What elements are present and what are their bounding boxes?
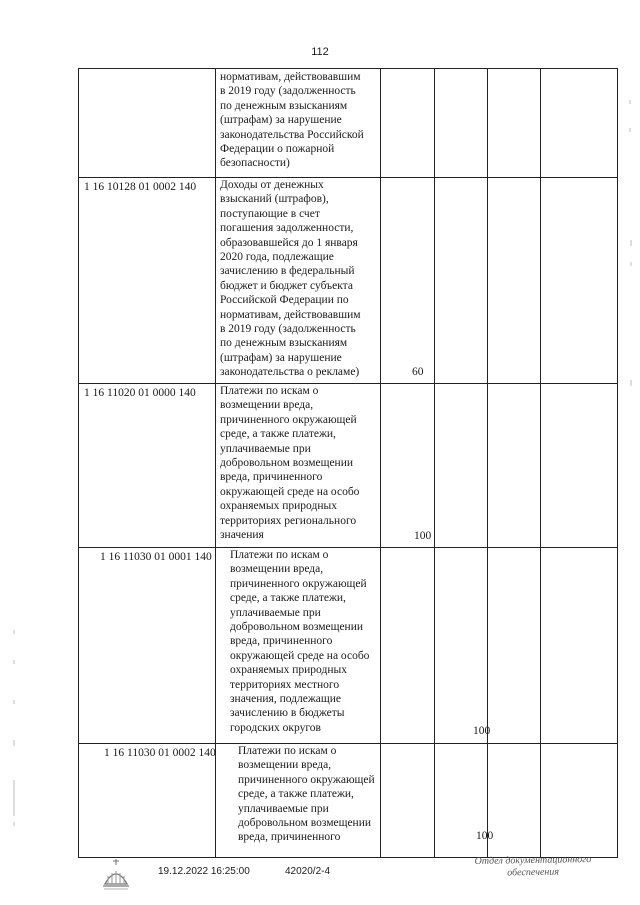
- page-number: 112: [311, 46, 329, 58]
- col-divider-code: [215, 68, 216, 858]
- department-stamp: [448, 854, 618, 881]
- table-cell-amount: 100: [473, 725, 491, 737]
- table-cell-amount: 100: [414, 530, 432, 542]
- table-border-left: [78, 68, 79, 858]
- table-cell-code: 1 16 11030 01 0002 140: [104, 747, 216, 759]
- table-cell-amount: 60: [412, 366, 424, 378]
- table-cell-code: 1 16 11030 01 0001 140: [100, 551, 212, 563]
- stamp-line: обеспечения: [507, 866, 560, 879]
- table-cell-code: 1 16 10128 01 0002 140: [84, 181, 197, 193]
- stamp-line: Отдел документационного: [474, 853, 592, 868]
- col-divider-desc: [380, 68, 381, 858]
- table-border-right: [617, 68, 618, 858]
- emblem-logo-icon: [98, 856, 134, 892]
- footer-document-number: 42020/2-4: [285, 866, 331, 877]
- table-cell-amount: 100: [476, 830, 494, 842]
- table-cell-code: 1 16 11020 01 0000 140: [84, 387, 196, 399]
- table-cell-description: Платежи по искам о возмещении вреда, причиненного окружающей среде, а также платежи, уплачиваемые при добровольном возмещении вреда, причиненного окружающей среде на особо охраняемых природных территориях регионального значения: [220, 385, 360, 542]
- table-border-top: [78, 68, 618, 69]
- table-cell-description: Платежи по искам о возмещении вреда, причиненного окружающей среде, а также платежи, уплачиваемые при добровольном возмещении вреда, причиненного окружающей среде на особо охраняемых природных территориях местного значения, подлежащие зачислению в бюджеты городских округов: [230, 549, 370, 734]
- col-divider-amount1: [434, 68, 435, 858]
- table-cell-description: нормативам, действовавшим в 2019 году (задолженность по денежным взысканиям (штрафам) за нарушение законодательства Российской Федерации о пожарной безопасности): [220, 71, 364, 170]
- table-cell-description: Платежи по искам о возмещении вреда, причиненного окружающей среде, а также платежи, уплачиваемые при добровольном возмещении вреда, причиненного: [238, 745, 375, 844]
- table-cell-description: Доходы от денежных взысканий (штрафов), поступающие в счет погашения задолженности, образовавшейся до 1 января 2020 года, подлежащие зачислению в федеральный бюджет и бюджет субъекта Российской Федерации по нормативам, действовавшим в 2019 году (задолженность по денежным взысканиям (штрафам) за нарушение законодательства о рекламе): [220, 179, 361, 379]
- col-divider-amount3: [540, 68, 541, 858]
- revenue-table: [78, 68, 618, 858]
- col-divider-amount2: [487, 68, 488, 858]
- footer-timestamp: 19.12.2022 16:25:00: [158, 866, 250, 877]
